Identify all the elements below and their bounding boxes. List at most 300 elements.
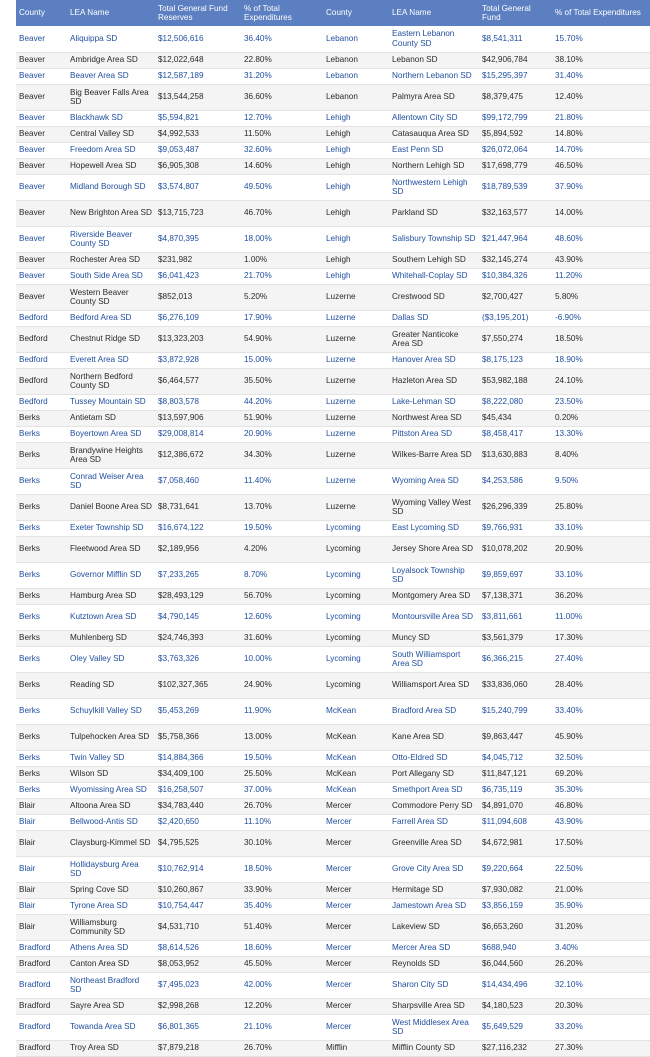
lea-name-cell: Jersey Shore Area SD (389, 536, 479, 562)
table-row (16, 898, 650, 914)
pct-expenditures-cell: 18.50% (552, 326, 650, 352)
lea-name-cell: Everett Area SD (67, 352, 155, 368)
fund-reserves-cell: $10,754,447 (155, 898, 241, 914)
fund-cell: $6,653,260 (479, 914, 552, 940)
table-row (16, 394, 650, 410)
pct-expenditures-cell: 35.40% (241, 898, 323, 914)
fund-reserves-cell: $4,790,145 (155, 604, 241, 630)
county-cell: Beaver (16, 52, 67, 68)
lea-name-cell: Bradford Area SD (389, 698, 479, 724)
lea-name-cell: Parkland SD (389, 200, 479, 226)
lea-name-cell: Twin Valley SD (67, 750, 155, 766)
lea-name-cell: Wilson SD (67, 766, 155, 782)
lea-name-cell: Dallas SD (389, 310, 479, 326)
lea-name-cell: Greenville Area SD (389, 830, 479, 856)
lea-name-cell: Wilkes-Barre Area SD (389, 442, 479, 468)
county-cell: Berks (16, 750, 67, 766)
fund-cell: $8,541,311 (479, 26, 552, 52)
fund-reserves-cell: $16,258,507 (155, 782, 241, 798)
table-row (16, 940, 650, 956)
fund-cell: $5,649,529 (479, 1014, 552, 1040)
county-cell: Bradford (16, 1040, 67, 1056)
table-row (16, 724, 650, 750)
county-cell: Bradford (16, 940, 67, 956)
county-cell: Lehigh (323, 226, 389, 252)
table-row (16, 798, 650, 814)
table-row (16, 914, 650, 940)
fund-reserves-cell: $7,058,460 (155, 468, 241, 494)
fund-cell: $27,116,232 (479, 1040, 552, 1056)
lea-name-cell: Northern Bedford County SD (67, 368, 155, 394)
pct-expenditures-cell: 33.40% (552, 698, 650, 724)
pct-expenditures-cell: 24.10% (552, 368, 650, 394)
pct-expenditures-cell: 42.00% (241, 972, 323, 998)
pct-expenditures-cell: 1.00% (241, 252, 323, 268)
pct-expenditures-cell: 9.50% (552, 468, 650, 494)
lea-name-cell: Oley Valley SD (67, 646, 155, 672)
fund-cell: $3,856,159 (479, 898, 552, 914)
fund-reserves-cell: $12,506,616 (155, 26, 241, 52)
table-row (16, 84, 650, 110)
lea-name-cell: Lake-Lehman SD (389, 394, 479, 410)
lea-name-cell: Wyoming Valley West SD (389, 494, 479, 520)
table-row (16, 646, 650, 672)
fund-reserves-cell: $6,905,308 (155, 158, 241, 174)
county-cell: Bradford (16, 998, 67, 1014)
county-cell: Berks (16, 520, 67, 536)
county-cell: Luzerne (323, 394, 389, 410)
fund-reserves-cell: $13,597,906 (155, 410, 241, 426)
pct-expenditures-cell: 20.90% (552, 536, 650, 562)
pct-expenditures-cell: 21.70% (241, 268, 323, 284)
fund-cell: $9,766,931 (479, 520, 552, 536)
pct-expenditures-cell: 17.90% (241, 310, 323, 326)
county-cell: Mercer (323, 856, 389, 882)
table-header-row (16, 0, 650, 26)
fund-cell: $6,735,119 (479, 782, 552, 798)
fund-reserves-cell: $2,420,650 (155, 814, 241, 830)
pct-expenditures-cell: 11.10% (241, 814, 323, 830)
table-row (16, 672, 650, 698)
pct-expenditures-cell: 49.50% (241, 174, 323, 200)
county-cell: Berks (16, 724, 67, 750)
county-cell: Bedford (16, 326, 67, 352)
lea-name-cell: Grove City Area SD (389, 856, 479, 882)
county-cell: Mercer (323, 914, 389, 940)
header-fund-right: Total General Fund (479, 0, 552, 26)
county-cell: Lehigh (323, 110, 389, 126)
lea-name-cell: Northwest Area SD (389, 410, 479, 426)
table-row (16, 268, 650, 284)
lea-name-cell: Mercer Area SD (389, 940, 479, 956)
county-cell: Beaver (16, 68, 67, 84)
lea-name-cell: Reading SD (67, 672, 155, 698)
lea-name-cell: Crestwood SD (389, 284, 479, 310)
fund-cell: $13,630,883 (479, 442, 552, 468)
fund-reserves-cell: $4,531,710 (155, 914, 241, 940)
fund-reserves-cell: $7,879,218 (155, 1040, 241, 1056)
fund-reserves-cell: $3,763,326 (155, 646, 241, 672)
lea-name-cell: Exeter Township SD (67, 520, 155, 536)
county-cell: Lycoming (323, 520, 389, 536)
pct-expenditures-cell: 21.10% (241, 1014, 323, 1040)
lea-name-cell: Montoursville Area SD (389, 604, 479, 630)
lea-name-cell: Muncy SD (389, 630, 479, 646)
pct-expenditures-cell: 43.90% (552, 252, 650, 268)
table-row (16, 468, 650, 494)
county-cell: Lycoming (323, 536, 389, 562)
lea-name-cell: Northern Lebanon SD (389, 68, 479, 84)
fund-cell: $6,044,560 (479, 956, 552, 972)
pct-expenditures-cell: 35.30% (552, 782, 650, 798)
lea-name-cell: Wyomissing Area SD (67, 782, 155, 798)
table-row (16, 26, 650, 52)
lea-name-cell: Boyertown Area SD (67, 426, 155, 442)
pct-expenditures-cell: 33.90% (241, 882, 323, 898)
pct-expenditures-cell: 19.50% (241, 520, 323, 536)
lea-name-cell: Kane Area SD (389, 724, 479, 750)
table-row (16, 442, 650, 468)
pct-expenditures-cell: 38.10% (552, 52, 650, 68)
fund-cell: $15,295,397 (479, 68, 552, 84)
fund-reserves-cell: $102,327,365 (155, 672, 241, 698)
lea-name-cell: Schuylkill Valley SD (67, 698, 155, 724)
table-row (16, 494, 650, 520)
lea-name-cell: Jamestown Area SD (389, 898, 479, 914)
fund-reserves-cell: $8,614,526 (155, 940, 241, 956)
county-cell: Bedford (16, 352, 67, 368)
header-lea-name-right: LEA Name (389, 0, 479, 26)
pct-expenditures-cell: 35.50% (241, 368, 323, 394)
pct-expenditures-cell: 21.80% (552, 110, 650, 126)
fund-cell: $9,220,664 (479, 856, 552, 882)
header-pct-expenditures-left: % of Total Expenditures (241, 0, 323, 26)
county-cell: Berks (16, 426, 67, 442)
lea-name-cell: Palmyra Area SD (389, 84, 479, 110)
table-row (16, 604, 650, 630)
county-cell: Mercer (323, 798, 389, 814)
county-cell: Blair (16, 814, 67, 830)
pct-expenditures-cell: 18.50% (241, 856, 323, 882)
county-cell: Berks (16, 588, 67, 604)
fund-cell: $17,698,779 (479, 158, 552, 174)
lea-name-cell: Fleetwood Area SD (67, 536, 155, 562)
lea-name-cell: Loyalsock Township SD (389, 562, 479, 588)
fund-cell: $3,811,661 (479, 604, 552, 630)
county-cell: Berks (16, 766, 67, 782)
table-row (16, 856, 650, 882)
lea-name-cell: Lakeview SD (389, 914, 479, 940)
lea-name-cell: Tyrone Area SD (67, 898, 155, 914)
county-cell: Luzerne (323, 442, 389, 468)
table-row (16, 252, 650, 268)
pct-expenditures-cell: 13.70% (241, 494, 323, 520)
table-row (16, 110, 650, 126)
pct-expenditures-cell: 12.60% (241, 604, 323, 630)
county-cell: Bradford (16, 1014, 67, 1040)
pct-expenditures-cell: 14.70% (552, 142, 650, 158)
lea-name-cell: Northern Lehigh SD (389, 158, 479, 174)
county-cell: Berks (16, 410, 67, 426)
header-county-left: County (16, 0, 67, 26)
lea-name-cell: Central Valley SD (67, 126, 155, 142)
pct-expenditures-cell: 18.60% (241, 940, 323, 956)
table-row (16, 226, 650, 252)
county-cell: McKean (323, 698, 389, 724)
fund-reserves-cell: $6,464,577 (155, 368, 241, 394)
county-cell: Bedford (16, 394, 67, 410)
county-cell: Lycoming (323, 588, 389, 604)
fund-cell: $45,434 (479, 410, 552, 426)
table-row (16, 782, 650, 798)
table-row (16, 368, 650, 394)
county-cell: Berks (16, 442, 67, 468)
table-row (16, 310, 650, 326)
county-cell: Beaver (16, 284, 67, 310)
county-cell: Berks (16, 646, 67, 672)
lea-name-cell: Ambridge Area SD (67, 52, 155, 68)
county-cell: Lycoming (323, 646, 389, 672)
fund-cell: $33,836,060 (479, 672, 552, 698)
county-cell: Luzerne (323, 326, 389, 352)
fund-reserves-cell: $10,260,867 (155, 882, 241, 898)
fund-reserves-cell: $34,783,440 (155, 798, 241, 814)
pct-expenditures-cell: 56.70% (241, 588, 323, 604)
pct-expenditures-cell: 25.50% (241, 766, 323, 782)
lea-name-cell: Northeast Bradford SD (67, 972, 155, 998)
fund-cell: $9,863,447 (479, 724, 552, 750)
lea-name-cell: Freedom Area SD (67, 142, 155, 158)
county-cell: Bradford (16, 956, 67, 972)
fund-reserves-cell: $7,495,023 (155, 972, 241, 998)
county-cell: Mercer (323, 998, 389, 1014)
fund-reserves-cell: $4,992,533 (155, 126, 241, 142)
table-row (16, 352, 650, 368)
fund-reserves-cell: $13,544,258 (155, 84, 241, 110)
pct-expenditures-cell: 36.20% (552, 588, 650, 604)
county-cell: Lebanon (323, 68, 389, 84)
pct-expenditures-cell: 26.70% (241, 798, 323, 814)
county-cell: Blair (16, 914, 67, 940)
fund-reserves-cell: $13,323,203 (155, 326, 241, 352)
county-cell: Lycoming (323, 562, 389, 588)
pct-expenditures-cell: 32.10% (552, 972, 650, 998)
fund-cell: $32,163,577 (479, 200, 552, 226)
county-cell: Luzerne (323, 468, 389, 494)
fund-cell: $4,045,712 (479, 750, 552, 766)
table-row (16, 410, 650, 426)
county-cell: Blair (16, 798, 67, 814)
fund-reserves-cell: $24,746,393 (155, 630, 241, 646)
lea-name-cell: Southern Lehigh SD (389, 252, 479, 268)
county-cell: Lebanon (323, 52, 389, 68)
county-cell: Berks (16, 562, 67, 588)
county-cell: Lehigh (323, 142, 389, 158)
lea-name-cell: Montgomery Area SD (389, 588, 479, 604)
pct-expenditures-cell: 31.20% (552, 914, 650, 940)
lea-name-cell: Antietam SD (67, 410, 155, 426)
county-cell: Lycoming (323, 604, 389, 630)
fund-cell: $3,561,379 (479, 630, 552, 646)
county-cell: Blair (16, 898, 67, 914)
county-cell: McKean (323, 750, 389, 766)
pct-expenditures-cell: 45.50% (241, 956, 323, 972)
county-cell: Bradford (16, 972, 67, 998)
county-cell: Blair (16, 830, 67, 856)
pct-expenditures-cell: 5.80% (552, 284, 650, 310)
pct-expenditures-cell: 31.40% (552, 68, 650, 84)
lea-name-cell: Eastern Lebanon County SD (389, 26, 479, 52)
lea-name-cell: Allentown City SD (389, 110, 479, 126)
county-cell: Mercer (323, 898, 389, 914)
pct-expenditures-cell: 34.30% (241, 442, 323, 468)
fund-cell: $8,458,417 (479, 426, 552, 442)
county-cell: Beaver (16, 268, 67, 284)
table-row (16, 174, 650, 200)
county-cell: Luzerne (323, 410, 389, 426)
fund-cell: $4,672,981 (479, 830, 552, 856)
county-cell: Beaver (16, 200, 67, 226)
pct-expenditures-cell: 33.10% (552, 520, 650, 536)
lea-name-cell: Altoona Area SD (67, 798, 155, 814)
fund-reserves-cell: $28,493,129 (155, 588, 241, 604)
fund-reserves-cell: $7,233,265 (155, 562, 241, 588)
pct-expenditures-cell: 13.30% (552, 426, 650, 442)
pct-expenditures-cell: 26.20% (552, 956, 650, 972)
pct-expenditures-cell: 11.50% (241, 126, 323, 142)
fund-cell: $42,906,784 (479, 52, 552, 68)
fund-cell: $21,447,964 (479, 226, 552, 252)
header-fund-reserves-left: Total General Fund Reserves (155, 0, 241, 26)
lea-name-cell: Salisbury Township SD (389, 226, 479, 252)
fund-cell: $26,072,064 (479, 142, 552, 158)
county-cell: Lehigh (323, 126, 389, 142)
county-cell: Bedford (16, 310, 67, 326)
lea-name-cell: Rochester Area SD (67, 252, 155, 268)
lea-name-cell: Towanda Area SD (67, 1014, 155, 1040)
lea-name-cell: Lebanon SD (389, 52, 479, 68)
county-cell: Beaver (16, 126, 67, 142)
county-cell: Lehigh (323, 158, 389, 174)
lea-name-cell: Governor Mifflin SD (67, 562, 155, 588)
lea-name-cell: Reynolds SD (389, 956, 479, 972)
fund-cell: $7,138,371 (479, 588, 552, 604)
pct-expenditures-cell: 15.00% (241, 352, 323, 368)
lea-name-cell: Tussey Mountain SD (67, 394, 155, 410)
county-cell: Mercer (323, 972, 389, 998)
header-pct-expenditures-right: % of Total Expenditures (552, 0, 650, 26)
lea-name-cell: South Side Area SD (67, 268, 155, 284)
fund-cell: $10,078,202 (479, 536, 552, 562)
lea-name-cell: West Middlesex Area SD (389, 1014, 479, 1040)
fund-cell: $8,175,123 (479, 352, 552, 368)
pct-expenditures-cell: 24.90% (241, 672, 323, 698)
table-row (16, 588, 650, 604)
county-cell: Mercer (323, 814, 389, 830)
county-cell: Berks (16, 494, 67, 520)
county-cell: Berks (16, 604, 67, 630)
pct-expenditures-cell: 43.90% (552, 814, 650, 830)
fund-reserves-cell: $5,758,366 (155, 724, 241, 750)
table-row (16, 536, 650, 562)
lea-name-cell: Hopewell Area SD (67, 158, 155, 174)
county-cell: Mifflin (323, 1040, 389, 1056)
fund-reserves-cell: $3,872,928 (155, 352, 241, 368)
pct-expenditures-cell: 36.60% (241, 84, 323, 110)
fund-reserves-cell: $3,574,807 (155, 174, 241, 200)
county-cell: Bedford (16, 368, 67, 394)
lea-name-cell: Mifflin County SD (389, 1040, 479, 1056)
lea-name-cell: Sayre Area SD (67, 998, 155, 1014)
table-row (16, 998, 650, 1014)
pct-expenditures-cell: 31.60% (241, 630, 323, 646)
county-cell: Lebanon (323, 26, 389, 52)
pct-expenditures-cell: 26.70% (241, 1040, 323, 1056)
pct-expenditures-cell: 14.60% (241, 158, 323, 174)
fund-reserves-cell: $6,041,423 (155, 268, 241, 284)
pct-expenditures-cell: 51.90% (241, 410, 323, 426)
fund-reserves-cell: $12,587,189 (155, 68, 241, 84)
table-row (16, 1014, 650, 1040)
lea-name-cell: Hollidaysburg Area SD (67, 856, 155, 882)
lea-name-cell: Midland Borough SD (67, 174, 155, 200)
county-cell: Beaver (16, 142, 67, 158)
pct-expenditures-cell: 48.60% (552, 226, 650, 252)
county-cell: Beaver (16, 174, 67, 200)
lea-name-cell: Greater Nanticoke Area SD (389, 326, 479, 352)
pct-expenditures-cell: 36.40% (241, 26, 323, 52)
lea-name-cell: South Williamsport Area SD (389, 646, 479, 672)
pct-expenditures-cell: 21.00% (552, 882, 650, 898)
fund-reserves-cell: $852,013 (155, 284, 241, 310)
pct-expenditures-cell: 20.90% (241, 426, 323, 442)
fund-cell: $26,296,339 (479, 494, 552, 520)
fund-cell: $8,379,475 (479, 84, 552, 110)
lea-name-cell: Williamsport Area SD (389, 672, 479, 698)
county-cell: Beaver (16, 110, 67, 126)
fund-cell: $8,222,080 (479, 394, 552, 410)
county-cell: Mercer (323, 830, 389, 856)
pct-expenditures-cell: 35.90% (552, 898, 650, 914)
lea-name-cell: Spring Cove SD (67, 882, 155, 898)
table-row (16, 814, 650, 830)
pct-expenditures-cell: 3.40% (552, 940, 650, 956)
pct-expenditures-cell: 11.20% (552, 268, 650, 284)
fund-cell: $18,789,539 (479, 174, 552, 200)
table-row (16, 1040, 650, 1056)
pct-expenditures-cell: 15.70% (552, 26, 650, 52)
fund-cell: $99,172,799 (479, 110, 552, 126)
county-cell: Lehigh (323, 252, 389, 268)
table-body (16, 26, 650, 1056)
fund-reserves-cell: $6,276,109 (155, 310, 241, 326)
lea-name-cell: Daniel Boone Area SD (67, 494, 155, 520)
fund-reserves-cell: $6,801,365 (155, 1014, 241, 1040)
pct-expenditures-cell: 12.70% (241, 110, 323, 126)
pct-expenditures-cell: 10.00% (241, 646, 323, 672)
county-cell: Lehigh (323, 268, 389, 284)
county-cell: Berks (16, 698, 67, 724)
fund-reserves-cell: $8,731,641 (155, 494, 241, 520)
lea-name-cell: Northwestern Lehigh SD (389, 174, 479, 200)
lea-name-cell: Muhlenberg SD (67, 630, 155, 646)
county-cell: Luzerne (323, 352, 389, 368)
lea-name-cell: Western Beaver County SD (67, 284, 155, 310)
pct-expenditures-cell: 27.40% (552, 646, 650, 672)
pct-expenditures-cell: 11.00% (552, 604, 650, 630)
lea-name-cell: Riverside Beaver County SD (67, 226, 155, 252)
fund-cell: $5,894,592 (479, 126, 552, 142)
